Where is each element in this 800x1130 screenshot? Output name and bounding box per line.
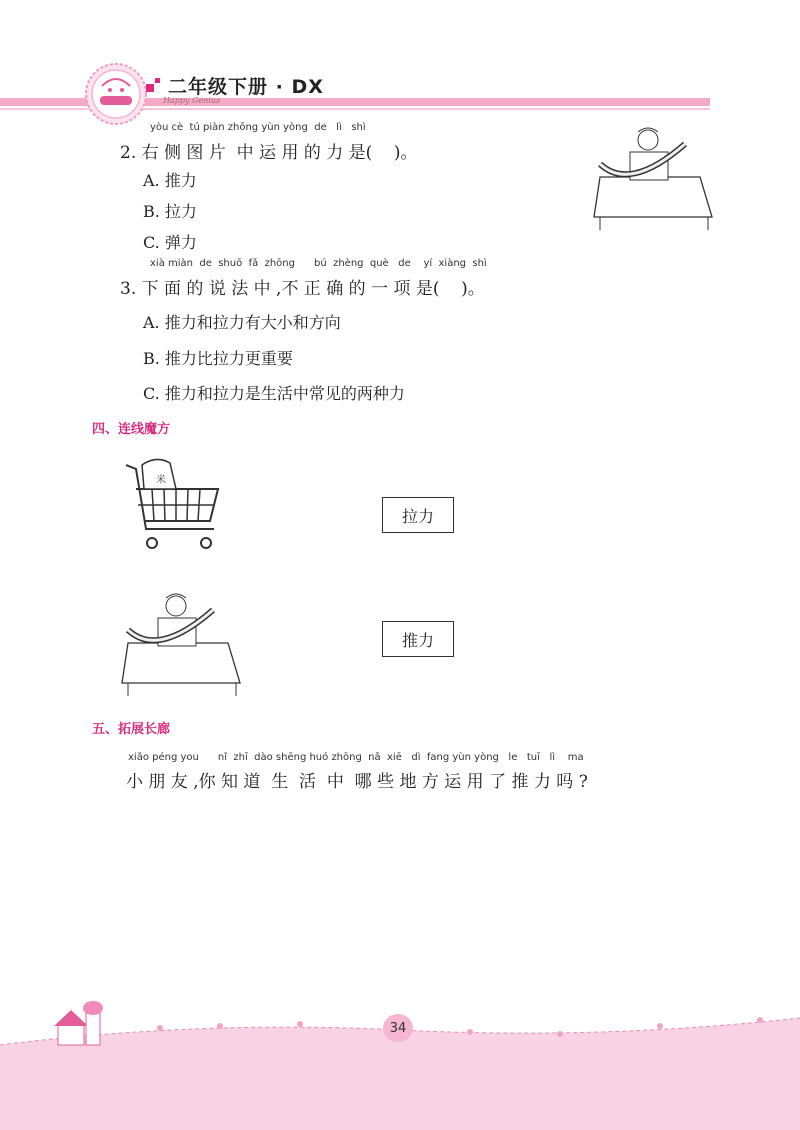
s5-question: 小 朋 友 ,你 知 道 生 活 中 哪 些 地 方 运 用 了 推 力 吗 ? [126, 772, 588, 792]
q3-text: 3. 下 面 的 说 法 中 ,不 正 确 的 一 项 是( )。 [120, 279, 485, 299]
word-box-pull[interactable]: 拉力 [382, 497, 454, 533]
title-square-mark-icon [146, 78, 160, 92]
q2-option-c: C. 弹力 [143, 233, 197, 252]
q2-option-a: A. 推力 [143, 171, 197, 190]
book-subtitle: Happy Genius [163, 96, 221, 105]
house-icon [54, 1001, 103, 1045]
book-title: 二年级下册 · DX [168, 76, 324, 98]
s5-pinyin: xiǎo péng you nǐ zhī dào shēng huó zhōng nǎ xiē dì fang yùn yòng le tuī lì ma [128, 752, 584, 763]
q2-text: 2. 右 侧 图 片 中 运 用 的 力 是( )。 [120, 143, 418, 163]
q2-option-b: B. 拉力 [143, 202, 197, 221]
svg-text:米: 米 [156, 475, 166, 486]
q3-option-a: A. 推力和拉力有大小和方向 [143, 313, 341, 332]
q3-option-c: C. 推力和拉力是生活中常见的两种力 [143, 384, 405, 403]
man-bending-bow-illustration-2 [118, 588, 243, 698]
man-bending-bow-illustration [590, 122, 715, 232]
q3-option-b: B. 推力比拉力更重要 [143, 349, 293, 368]
section-5-title: 五、拓展长廊 [92, 722, 171, 737]
word-box-push[interactable]: 推力 [382, 621, 454, 657]
shopping-cart-illustration [122, 455, 222, 553]
page-number: 34 [389, 1020, 407, 1036]
section-4-title: 四、连线魔方 [92, 422, 171, 437]
logo-badge-icon [80, 62, 152, 126]
footer-decoration [0, 990, 800, 1130]
q2-pinyin: yòu cè tú piàn zhōng yùn yòng de lì shì [150, 122, 366, 133]
q3-pinyin: xià miàn de shuō fǎ zhōng bú zhèng què de yí xiàng shì [150, 258, 487, 269]
